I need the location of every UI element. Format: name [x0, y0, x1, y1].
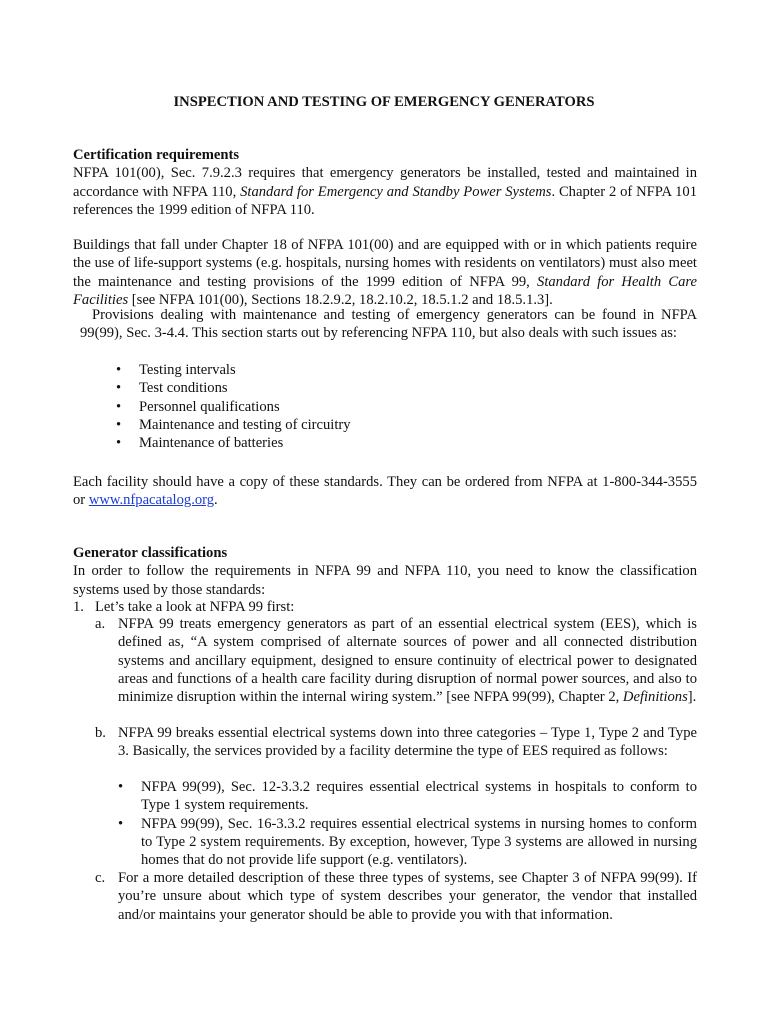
item-number: 1.: [73, 599, 84, 615]
sub-item-a: [95, 615, 697, 706]
list-item: • Maintenance and testing of circuitry: [139, 416, 679, 434]
item-text: [118, 615, 697, 706]
certification-section: [73, 146, 697, 219]
item-text: For a more detailed description of these three types of systems, see Chapter 3 of NFPA 99(99). If you’re unsure about which type of system describes your generator, the vendor that installed and/or maintains your generator should be able to provide you with that information.: [118, 870, 697, 923]
paragraph-text: NFPA 99 treats emergency generators as part of an essential electrical system (EES), which is defined as, “A system comprised of alternate sources of power and all connected distribution systems and ancillary equipment, designed to ensure continuity of electrical power to designated areas and functions of a health care facility during disruption of normal power sources, and also to minimize disruption within the internal wiring system.” [see NFPA 99(99), Chapter 2,: [118, 616, 697, 706]
sub-item-b: [95, 724, 697, 761]
paragraph-text: Each facility should have a copy of these standards. They can be ordered from NFPA at 1-800-344-3555 or: [73, 474, 697, 509]
paragraph-text: NFPA 101(00), Sec. 7.9.2.3 requires that emergency generators be installed, tested and maintained in accordance with NFPA 110,: [73, 165, 697, 200]
list-item: • Maintenance of batteries: [139, 434, 679, 452]
certification-paragraph-2: [73, 236, 697, 309]
paragraph-text: . Chapter 2 of NFPA 101 references the 1999 edition of NFPA 110.: [73, 183, 698, 218]
issues-list: [139, 361, 679, 452]
certification-paragraph-3: [80, 306, 697, 343]
sub-item-c: [95, 869, 697, 924]
standard-title-italic: Standard for Health Care Facilities: [73, 273, 697, 308]
item-label: b.: [95, 725, 106, 741]
list-item: • Testing intervals: [139, 361, 679, 379]
provisions-text: [80, 306, 697, 343]
item-text: Let’s take a look at NFPA 99 first:: [95, 599, 295, 615]
page-title: INSPECTION AND TESTING OF EMERGENCY GENERATORS: [173, 94, 595, 110]
list-item: • NFPA 99(99), Sec. 12-3.3.2 requires essential electrical systems in hospitals to conform to Type 1 system requirements.: [141, 778, 697, 815]
paragraph-text: ].: [687, 689, 697, 706]
certification-paragraph-1: [73, 164, 697, 219]
list-item: • Test conditions: [139, 379, 679, 397]
paragraph-text: Buildings that fall under Chapter 18 of NFPA 101(00) and are equipped with or in which patients require the use of life-support systems (e.g. hospitals, nursing homes with residents on ventilators) must also meet the maintenance and testing provisions of the 1999 edition of NFPA 99,: [73, 237, 697, 290]
definitions-italic: Definitions: [622, 689, 688, 706]
item-text: NFPA 99 breaks essential electrical systems down into three categories – Type 1, Type 2 and Type 3. Basically, the services provided by a facility determine the type of EES required as follows:: [118, 725, 697, 760]
item-label: a.: [95, 616, 106, 632]
generator-intro: In order to follow the requirements in NFPA 99 and NFPA 110, you need to know the classification systems used by those standards:: [73, 563, 697, 598]
list-item: • Personnel qualifications: [139, 398, 679, 416]
paragraph-text: [see NFPA 101(00), Sections 18.2.9.2, 18.2.10.2, 18.5.1.2 and 18.5.1.3].: [128, 291, 553, 308]
paragraph-text: .: [214, 492, 218, 509]
standard-title-italic: Standard for Emergency and Standby Power Systems: [240, 183, 552, 200]
certification-heading: Certification requirements: [73, 147, 240, 163]
list-item: • NFPA 99(99), Sec. 16-3.3.2 requires essential electrical systems in nursing homes to conform to Type 2 system requirements. By exception, however, Type 3 systems are allowed in nursing homes that do not provide life support (e.g. ventilators).: [141, 815, 697, 870]
generator-section: [73, 544, 697, 599]
certification-paragraph-4: [73, 473, 697, 510]
paragraph-text: Provisions dealing with maintenance and testing of emergency generators can be found in NFPA 99(99), Sec. 3-4.4. This section starts out by referencing NFPA 110, but also deals with such issues as:: [80, 307, 697, 342]
nfpa-catalog-link[interactable]: www.nfpacatalog.org: [88, 492, 215, 509]
ees-type-list: [141, 778, 697, 869]
item-label: c.: [95, 870, 106, 886]
generator-heading: Generator classifications: [73, 545, 228, 561]
